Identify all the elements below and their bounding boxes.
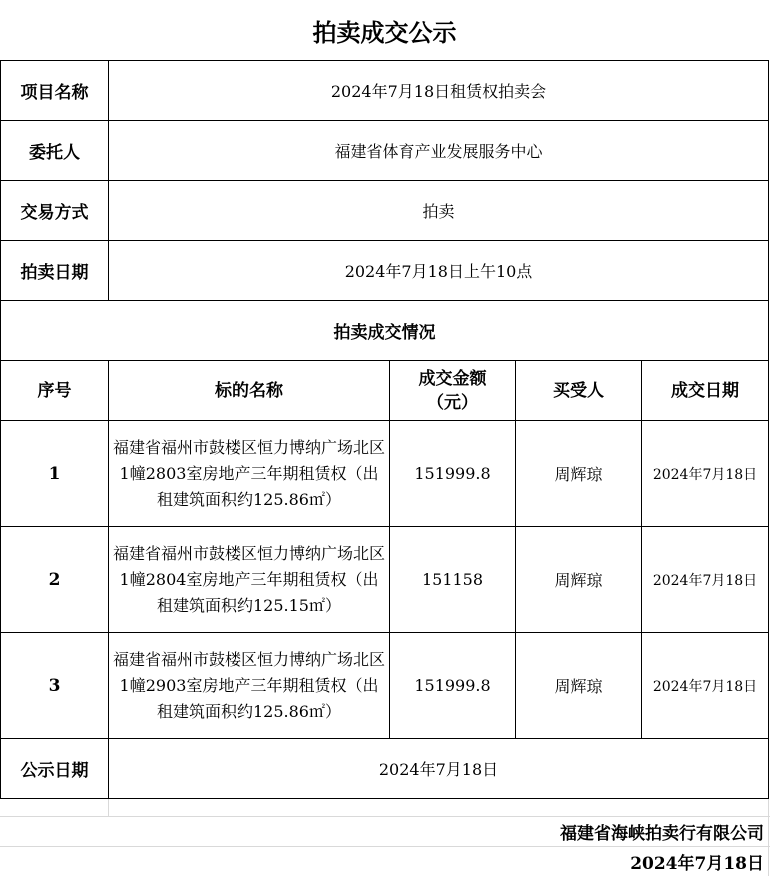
record-seq: 1 [1, 421, 109, 527]
record-date: 2024年7月18日 [642, 633, 769, 739]
page-title: 拍卖成交公示 [1, 0, 769, 61]
record-seq: 2 [1, 527, 109, 633]
info-label: 委托人 [1, 121, 109, 181]
notice-date-row [1, 739, 769, 799]
info-value: 福建省体育产业发展服务中心 [109, 121, 769, 181]
table-row [1, 633, 769, 739]
info-row [1, 61, 769, 121]
column-header-date: 成交日期 [642, 361, 769, 421]
column-header-amount-line2: （元） [427, 392, 478, 413]
section-title: 拍卖成交情况 [1, 301, 769, 361]
footer-date: 2024年7月18日 [630, 854, 764, 874]
notice-date-value: 2024年7月18日 [109, 739, 769, 799]
table-row [1, 421, 769, 527]
info-label: 交易方式 [1, 181, 109, 241]
record-buyer: 周辉琼 [516, 421, 642, 527]
gridline [0, 846, 770, 847]
record-seq: 3 [1, 633, 109, 739]
gridline [108, 798, 109, 816]
record-item: 福建省福州市鼓楼区恒力博纳广场北区1幢2803室房地产三年期租赁权（出租建筑面积约125.86㎡） [109, 421, 390, 527]
record-amount: 151999.8 [390, 421, 516, 527]
notice-date-label: 公示日期 [1, 739, 109, 799]
record-buyer: 周辉琼 [516, 633, 642, 739]
column-header-seq: 序号 [1, 361, 109, 421]
record-date: 2024年7月18日 [642, 527, 769, 633]
info-row [1, 241, 769, 301]
info-label: 项目名称 [1, 61, 109, 121]
record-buyer: 周辉琼 [516, 527, 642, 633]
record-date: 2024年7月18日 [642, 421, 769, 527]
record-amount: 151158 [390, 527, 516, 633]
column-header-amount-line1: 成交金额 [418, 368, 487, 389]
record-item: 福建省福州市鼓楼区恒力博纳广场北区1幢2903室房地产三年期租赁权（出租建筑面积约125.86㎡） [109, 633, 390, 739]
info-label: 拍卖日期 [1, 241, 109, 301]
column-header-amount [390, 361, 516, 421]
info-value: 2024年7月18日租赁权拍卖会 [109, 61, 769, 121]
column-header-row [1, 361, 769, 421]
footer-company: 福建省海峡拍卖行有限公司 [560, 824, 764, 844]
info-value: 2024年7月18日上午10点 [109, 241, 769, 301]
info-value: 拍卖 [109, 181, 769, 241]
gridline [768, 798, 769, 876]
table-row [1, 527, 769, 633]
gridline [0, 816, 770, 817]
column-header-buyer: 买受人 [516, 361, 642, 421]
record-item: 福建省福州市鼓楼区恒力博纳广场北区1幢2804室房地产三年期租赁权（出租建筑面积约125.15㎡） [109, 527, 390, 633]
info-row [1, 181, 769, 241]
info-row [1, 121, 769, 181]
column-header-item: 标的名称 [109, 361, 390, 421]
record-amount: 151999.8 [390, 633, 516, 739]
